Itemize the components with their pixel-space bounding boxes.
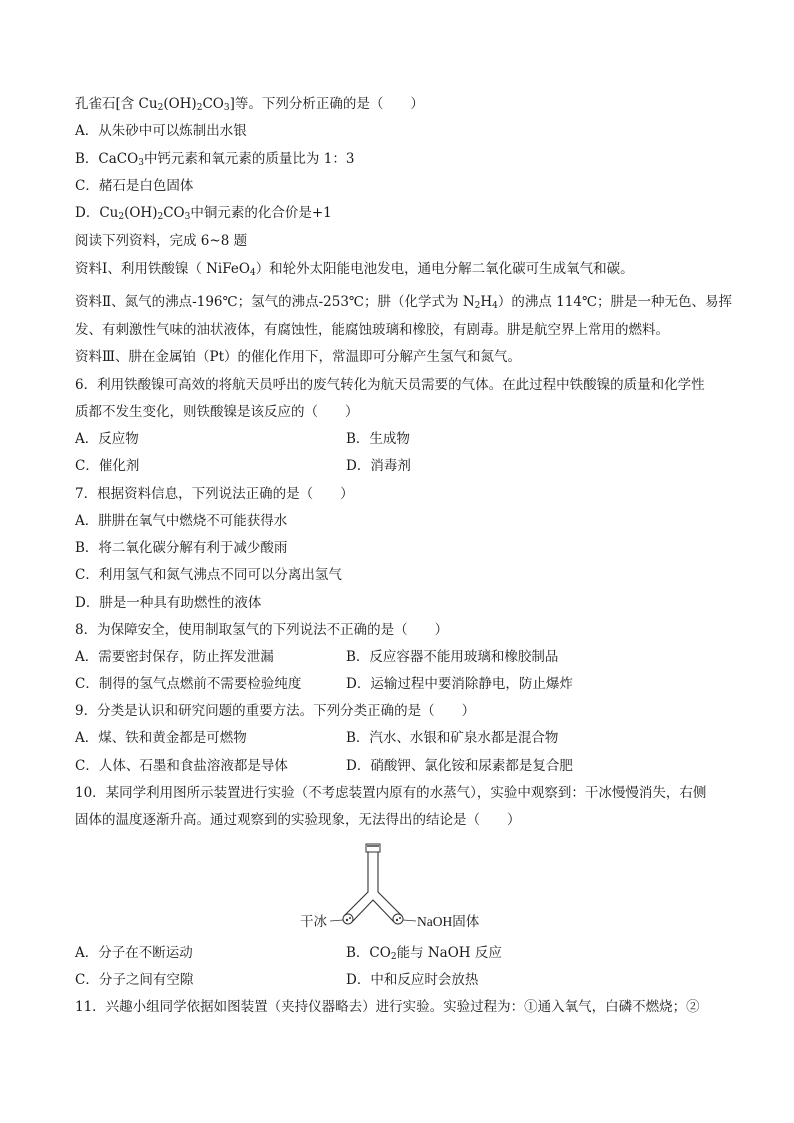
q8-stem: 8．为保障安全，使用制取氢气的下列说法不正确的是（ ） [75,622,449,638]
q8-option-c: C．制得的氢气点燃前不需要检验纯度 [75,676,302,692]
q8-option-b: B．反应容器不能用玻璃和橡胶制品 [346,649,559,665]
stopper-icon [366,844,380,852]
q10-option-a: A．分子在不断运动 [75,945,193,961]
q10-option-c: C．分子之间有空隙 [75,972,194,988]
q7-option-c: C．利用氢气和氮气沸点不同可以分离出氢气 [75,567,342,583]
q5-option-c: C．赭石是白色固体 [75,178,194,194]
y-tube-apparatus-diagram [296,842,496,937]
q6-option-d: D．消毒剂 [346,458,411,474]
q7-option-d: D．肼是一种具有助燃性的液体 [75,595,262,611]
material-2-line2: 发、有刺激性气味的油状液体，有腐蚀性，能腐蚀玻璃和橡胶，有剧毒。肼是航空界上常用的燃料。 [75,322,669,338]
tube-right-outer [378,852,402,916]
naoh-bulb-icon [393,914,403,924]
reading-intro: 阅读下列资料，完成 6~8 题 [75,233,248,249]
q5-option-b: B．CaCO$_3$中钙元素和氧元素的质量比为 1：3 [75,151,355,168]
tube-left-outer [344,852,368,916]
q9-option-d: D．硝酸钾、氯化铵和尿素都是复合肥 [346,758,573,774]
q10-stem-line2: 固体的温度逐渐升高。通过观察到的实验现象，无法得出的结论是（ ） [75,812,521,828]
tube-inner-fork [352,900,394,922]
q9-stem: 9．分类是认识和研究问题的重要方法。下列分类正确的是（ ） [75,703,476,719]
q7-option-b: B．将二氧化碳分解有利于减少酸雨 [75,540,288,556]
q5-option-a: A．从朱砂中可以炼制出水银 [75,123,247,139]
q6-option-a: A．反应物 [75,431,139,447]
q11-stem: 11．兴趣小组同学依据如图装置（夹持仪器略去）进行实验。实验过程为：①通入氧气，白磷不燃烧；② [75,999,700,1015]
q7-stem: 7．根据资料信息，下列说法正确的是（ ） [75,486,354,502]
dry-ice-bulb-icon [343,914,353,924]
q9-option-b: B．汽水、水银和矿泉水都是混合物 [346,730,559,746]
q7-option-a: A．肼肼在氧气中燃烧不可能获得水 [75,513,288,529]
q10-option-d: D．中和反应时会放热 [346,972,479,988]
q10-option-b: B．$CO_2$能与 NaOH 反应 [346,945,502,962]
q8-option-d: D．运输过程中要消除静电，防止爆炸 [346,676,573,692]
q6-option-c: C．催化剂 [75,458,140,474]
q5-option-d: D．$Cu_2(OH)_2CO_3$中铜元素的化合价是+1 [75,205,332,222]
q6-option-b: B．生成物 [346,431,410,447]
dry-ice-label: 干冰 [300,914,327,930]
q10-stem-line1: 10．某同学利用图所示装置进行实验（不考虑装置内原有的水蒸气），实验中观察到：干冰慢慢消失，右侧 [75,785,707,801]
material-1: 资料Ⅰ、利用铁酸镍（ NiFeO$_4$）和轮外太阳能电池发电，通电分解二氧化碳可生成氧气和碳。 [75,261,634,278]
q6-stem-line2: 质都不发生变化，则铁酸镍是该反应的（ ） [75,404,359,420]
q6-stem-line1: 6．利用铁酸镍可高效的将航天员呼出的废气转化为航天员需要的气体。在此过程中铁酸镍的质量和化学性 [75,377,705,393]
naoh-label: NaOH固体 [417,914,480,929]
q8-option-a: A．需要密封保存，防止挥发泄漏 [75,649,274,665]
q9-option-c: C．人体、石墨和食盐溶液都是导体 [75,758,288,774]
q9-option-a: A．煤、铁和黄金都是可燃物 [75,730,247,746]
material-2: 资料Ⅱ、氮气的沸点-196℃；氢气的沸点-253℃；肼（化学式为 $N_2H_4$）的沸点 114℃；肼是一种无色、易挥 [75,294,733,311]
q5-stem: 孔雀石[含 $Cu_2(OH)_2CO_3$]等。下列分析正确的是（ ） [75,96,424,113]
material-3: 资料Ⅲ、肼在金属铂（Pt）的催化作用下，常温即可分解产生氢气和氮气。 [75,349,522,365]
